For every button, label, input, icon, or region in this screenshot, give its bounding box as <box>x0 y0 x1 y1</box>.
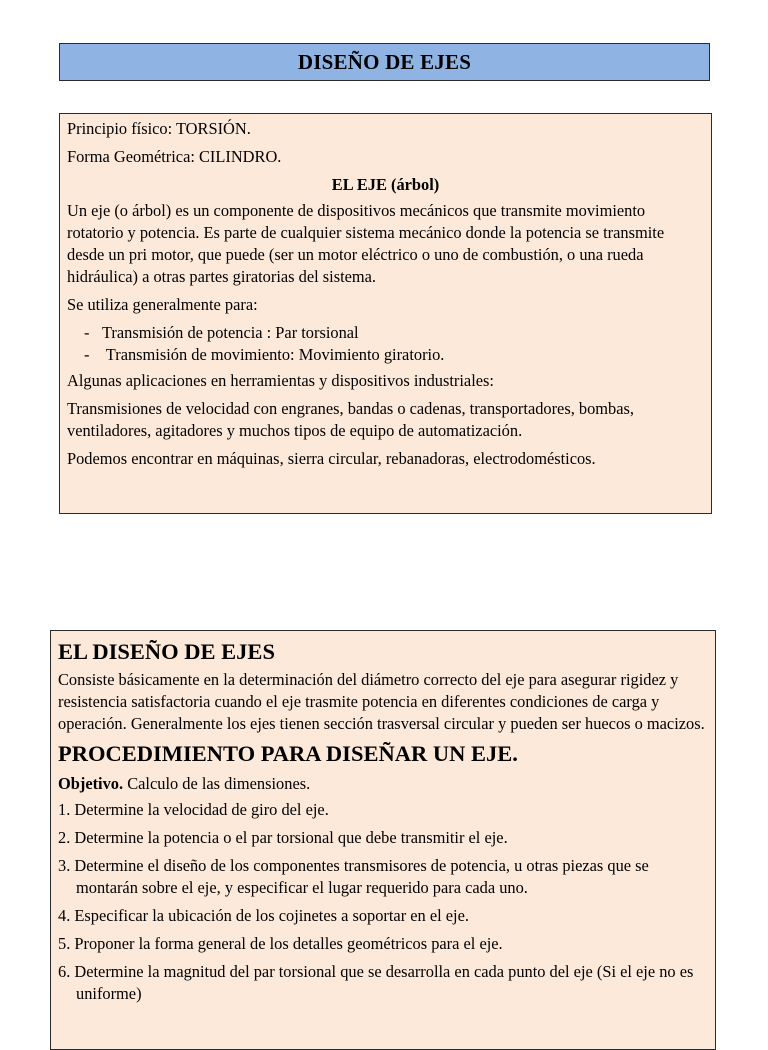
geometric-form-line: Forma Geométrica: CILINDRO. <box>67 147 282 166</box>
procedure-steps <box>58 799 708 1005</box>
list-item <box>84 344 704 366</box>
machines-text: Podemos encontrar en máquinas, sierra circular, rebanadoras, electrodomésticos. <box>67 449 596 468</box>
shaft-description: Un eje (o árbol) es un componente de dispositivos mecánicos que transmite movimiento rotatorio y potencia. Es parte de cualquier sistema mecánico donde la potencia se transmite desde un pri motor, que puede (ser un motor eléctrico o uno de combustión, o una rueda hidráulica) a otras partes giratorias del sistema. <box>67 201 665 286</box>
page-title: DISEÑO DE EJES <box>297 49 472 74</box>
objective-text: Calculo de las dimensiones. <box>123 774 311 793</box>
list-item: 1. Determine la velocidad de giro del eje. <box>58 800 329 819</box>
physical-principle-line: Principio físico: TORSIÓN. <box>67 119 251 138</box>
uses-list <box>67 322 704 366</box>
dash-marker: - <box>84 345 90 364</box>
uses-intro: Se utiliza generalmente para: <box>67 295 258 314</box>
applications-intro: Algunas aplicaciones en herramientas y dispositivos industriales: <box>67 371 494 390</box>
design-description: Consiste básicamente en la determinación del diámetro correcto del eje para asegurar rigidez y resistencia satisfactoria cuando el eje trasmite potencia en diferentes condiciones de carga y operación. Generalmente los ejes tienen sección trasversal circular y pueden ser huecos o macizos. <box>58 670 705 733</box>
use-text: Transmisión de movimiento: Movimiento giratorio. <box>102 345 445 364</box>
use-text: Transmisión de potencia : Par torsional <box>102 323 359 342</box>
shaft-principles-box <box>59 113 712 514</box>
list-item: 3. Determine el diseño de los componentes transmisores de potencia, u otras piezas que se montarán sobre el eje, y especificar el lugar requerido para cada uno. <box>58 856 649 897</box>
list-item <box>84 322 704 344</box>
objective-line <box>58 773 708 795</box>
title-banner <box>59 43 710 81</box>
design-heading: EL DISEÑO DE EJES <box>58 639 275 664</box>
shaft-design-box <box>50 630 716 1050</box>
list-item: 4. Especificar la ubicación de los cojinetes a soportar en el eje. <box>58 906 469 925</box>
dash-marker: - <box>84 323 90 342</box>
procedure-heading: PROCEDIMIENTO PARA DISEÑAR UN EJE. <box>58 741 518 766</box>
shaft-heading: EL EJE (árbol) <box>331 175 440 194</box>
list-item: 6. Determine la magnitud del par torsional que se desarrolla en cada punto del eje (Si el eje no es uniforme) <box>58 962 694 1003</box>
list-item: 2. Determine la potencia o el par torsional que debe transmitir el eje. <box>58 828 508 847</box>
list-item: 5. Proponer la forma general de los detalles geométricos para el eje. <box>58 934 503 953</box>
objective-label: Objetivo. <box>58 774 124 793</box>
applications-text: Transmisiones de velocidad con engranes, bandas o cadenas, transportadores, bombas, ventiladores, agitadores y muchos tipos de equipo de automatización. <box>67 399 634 440</box>
